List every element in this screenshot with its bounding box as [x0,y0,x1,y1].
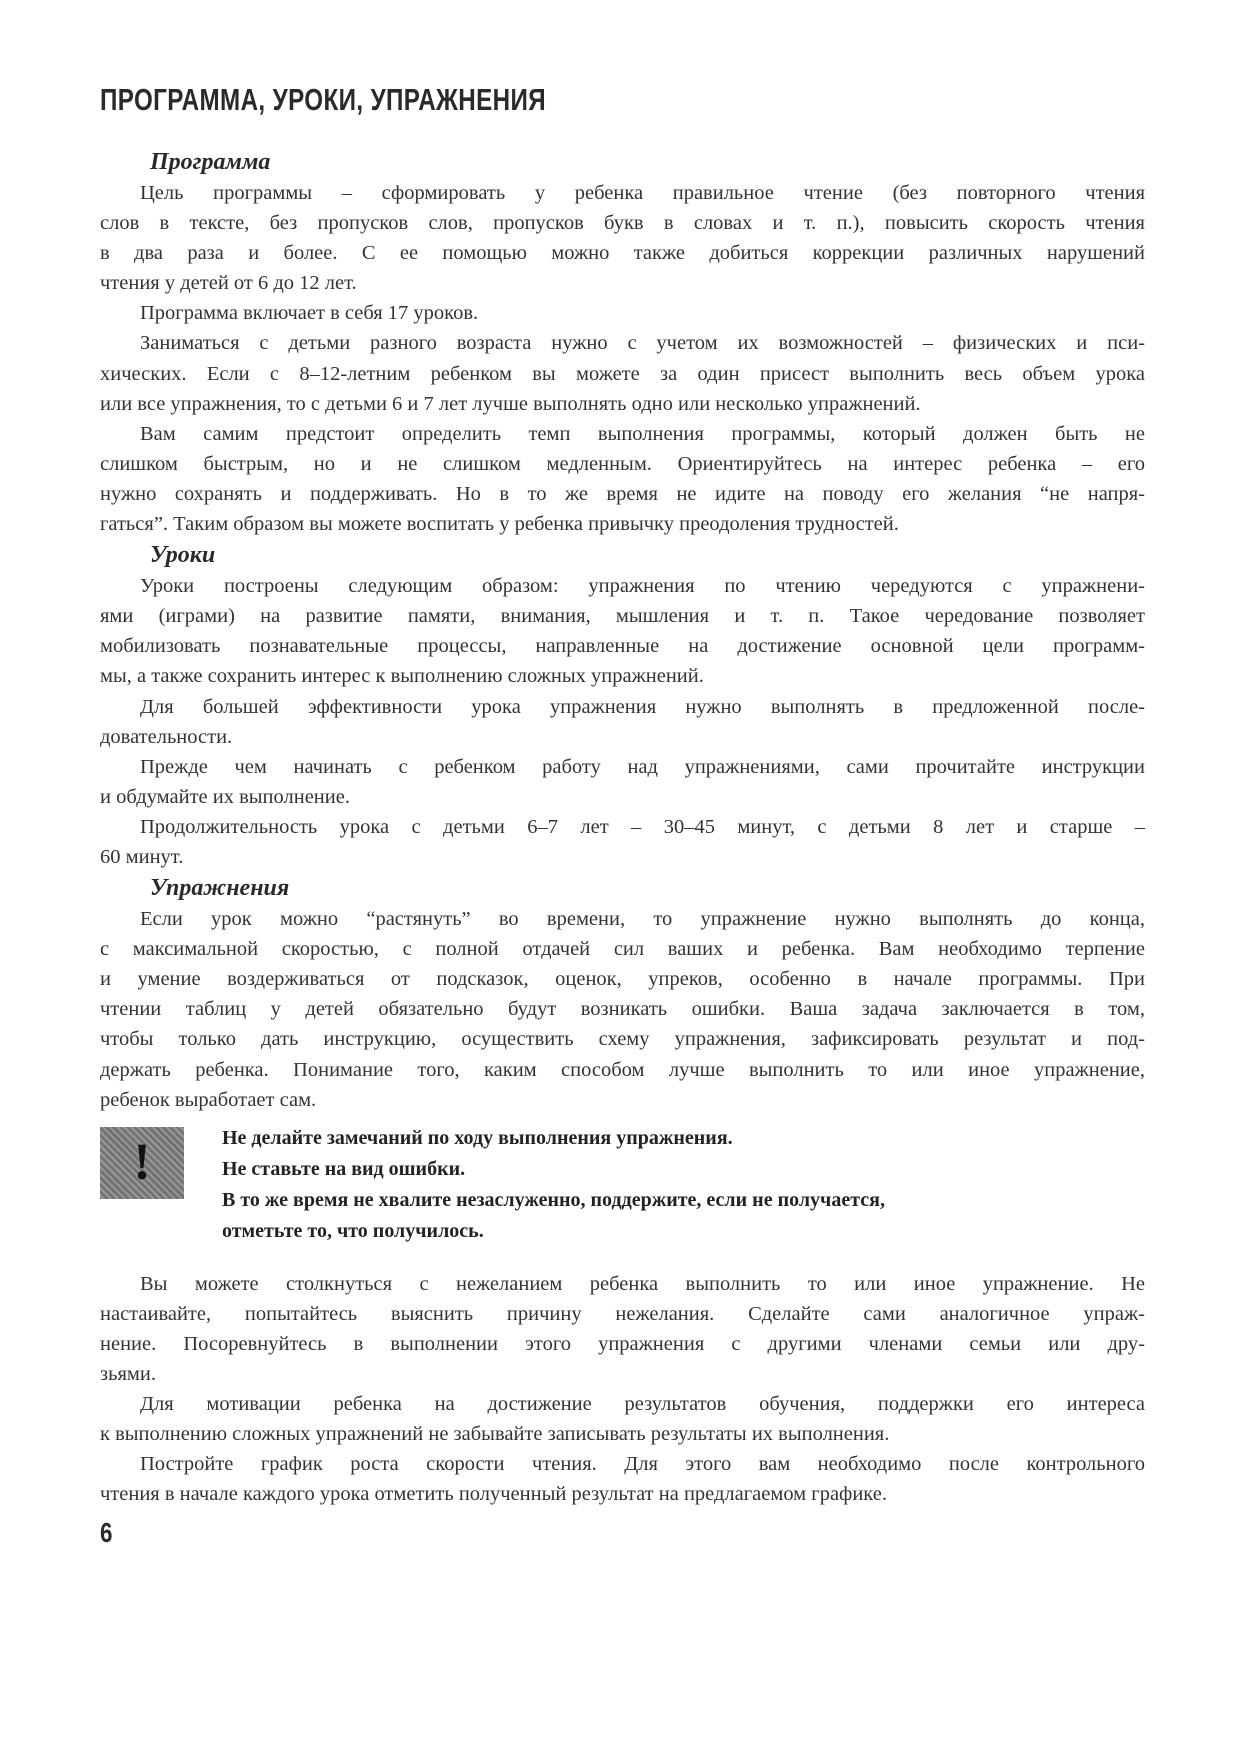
callout-text [222,1123,1145,1247]
callout-line: В то же время не хвалите незаслуженно, поддержите, если не получается, [222,1188,885,1211]
closing-paragraphs [100,1269,1145,1510]
callout-box [100,1123,1145,1251]
callout-line: Не делайте замечаний по ходу выполнения упражнения. [222,1126,733,1149]
text-line: чтения в начале каждого урока отметить полученный результат на предлагаемом графике. [100,1483,887,1506]
text-line: и умение воздерживаться от подсказок, оценок, упреков, особенно в начале программы. При [100,968,1145,991]
paragraph [100,1449,1145,1509]
paragraph [100,752,1145,812]
text-line: Программа включает в себя 17 уроков. [140,302,479,325]
paragraph [100,419,1145,539]
text-line: довательности. [100,725,233,748]
text-line: нужно сохранять и поддерживать. Но в то же время не идите на поводу его желания “не напря- [100,482,1145,505]
callout-line: Не ставьте на вид ошибки. [222,1157,466,1180]
text-line: настаивайте, попытайтесь выяснить причину нежелания. Сделайте сами аналогичное упраж- [100,1302,1145,1325]
document-page [100,80,1145,1549]
callout-line: отметьте то, что получилось. [222,1219,484,1242]
page-number: 6 [100,1517,113,1549]
paragraph [100,812,1145,872]
paragraph [100,1389,1145,1449]
paragraph [100,178,1145,298]
text-line: Если урок можно “растянуть” во времени, то упражнение нужно выполнять до конца, [140,908,1145,931]
text-line: Для большей эффективности урока упражнения нужно выполнять в предложенной после- [140,695,1145,718]
exclamation-icon [100,1127,184,1199]
text-line: к выполнению сложных упражнений не забывайте записывать результаты их выполнения. [100,1423,890,1446]
text-line: хических. Если с 8–12-летним ребенком вы можете за один присест выполнить весь объем урока [100,362,1145,385]
text-line: слишком быстрым, но и не слишком медленным. Ориентируйтесь на интерес ребенка – его [100,452,1145,475]
text-line: нение. Посоревнуйтесь в выполнении этого упражнения с другими членами семьи или дру- [100,1332,1145,1355]
text-line: Вы можете столкнуться с нежеланием ребенка выполнить то или иное упражнение. Не [140,1272,1145,1295]
exclamation-glyph: ! [133,1134,151,1192]
text-line: чтения у детей от 6 до 12 лет. [100,272,357,295]
paragraph [100,328,1145,418]
text-line: Вам самим предстоит определить темп выполнения программы, который должен быть не [140,422,1145,445]
text-line: Постройте график роста скорости чтения. Для этого вам необходимо после контрольного [140,1453,1145,1476]
text-line: Для мотивации ребенка на достижение результатов обучения, поддержки его интереса [140,1393,1145,1416]
text-line: зьями. [100,1363,156,1385]
text-line: и обдумайте их выполнение. [100,785,350,808]
text-line: Цель программы – сформировать у ребенка правильное чтение (без повторного чтения [140,182,1145,204]
paragraph [100,904,1145,1115]
paragraph [100,692,1145,752]
text-line: слов в тексте, без пропусков слов, пропусков букв в словах и т. п.), повысить скорость чтения [100,212,1145,235]
text-line: чтении таблиц у детей обязательно будут возникать ошибки. Ваша задача заключается в том, [100,998,1145,1021]
sections [100,146,1145,1115]
section-heading: Уроки [150,542,216,569]
text-line: Заниматься с детьми разного возраста нужно с учетом их возможностей – физических и пси- [140,332,1145,355]
paragraph [100,571,1145,691]
text-line: ребенок выработает сам. [100,1088,317,1111]
text-line: ями (играми) на развитие памяти, внимания, мышления и т. п. Такое чередование позволяет [100,605,1145,628]
section-heading: Упражнения [150,875,290,902]
section-heading: Программа [150,149,271,175]
text-line: или все упражнения, то с детьми 6 и 7 лет лучше выполнять одно или несколько упражнений. [100,392,921,415]
text-line: чтобы только дать инструкцию, осуществить схему упражнения, зафиксировать результат и под- [100,1028,1145,1051]
paragraph [100,298,1145,328]
text-line: Прежде чем начинать с ребенком работу над упражнениями, сами прочитайте инструкции [140,755,1145,778]
text-line: мобилизовать познавательные процессы, направленные на достижение основной цели программ- [100,635,1145,658]
text-line: в два раза и более. С ее помощью можно также добиться коррекции различных нарушений [100,242,1145,265]
text-line: гаться”. Таким образом вы можете воспитать у ребенка привычку преодоления трудностей. [100,513,899,536]
page-title: ПРОГРАММА, УРОКИ, УПРАЖНЕНИЯ [100,82,547,117]
text-line: мы, а также сохранить интерес к выполнению сложных упражнений. [100,665,704,688]
text-line: с максимальной скоростью, с полной отдачей сил ваших и ребенка. Вам необходимо терпение [100,938,1145,961]
text-line: Продолжительность урока с детьми 6–7 лет – 30–45 минут, с детьми 8 лет и старше – [140,815,1145,838]
text-line: Уроки построены следующим образом: упражнения по чтению чередуются с упражнени- [140,575,1145,598]
paragraph [100,1269,1145,1389]
text-line: 60 минут. [100,845,184,868]
text-line: держать ребенка. Понимание того, каким способом лучше выполнить то или иное упражнение, [100,1058,1145,1081]
